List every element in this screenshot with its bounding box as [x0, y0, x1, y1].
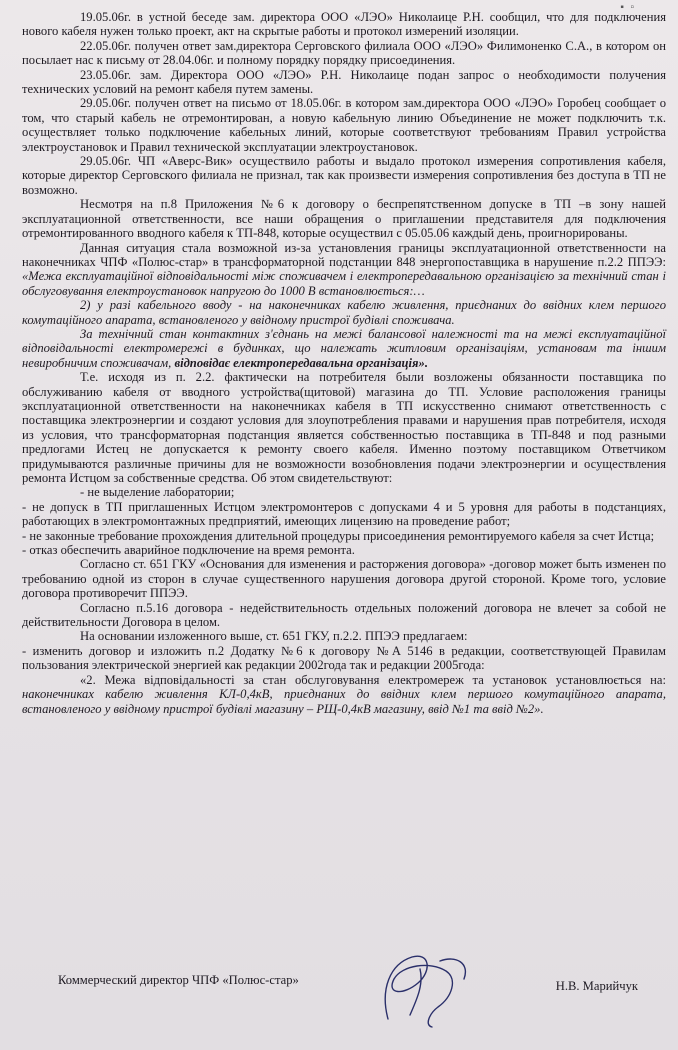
list-item: - не допуск в ТП приглашенных Истцом электромонтеров с допусками 4 и 5 уровня для работы в подстанциях, работающих в электромонтажных предприятий, имеющих лицензию на проведение работ;	[22, 499, 666, 529]
paragraph: Несмотря на п.8 Приложения №6 к договору о беспрепятственном допуске в ТП –в зону нашей эксплуатационной ответственности, все наши обращения о приглашении представителя для подключения отремонтированного вводного кабеля к ТП-848, которые осуществил с 05.05.06 каждый день, проигнорированы.	[22, 197, 666, 241]
paragraph: 29.05.06г. ЧП «Аверс-Вик» осуществило работы и выдало протокол измерения сопротивления кабеля, которые директор Серговского филиала не признал, так как произвести измерения сопротивления без доступа в ТП не возможно.	[22, 154, 666, 197]
quote-bold-italic: відповідає електропередавальна організація».	[174, 355, 428, 370]
quote-italic: За технічний стан контактних з'єднань на межі балансової належності та на межі експлуатаційної відповідальності електромережі в будинках, що належать житловим організаціям, установам та іншим невиробничим споживачам,	[22, 326, 666, 370]
signatory-title: Коммерческий директор ЧПФ «Полюс-стар»	[58, 973, 299, 987]
quote-lead: «2. Межа відповідальності за стан обслуговування електромереж та установок установлюється на:	[80, 672, 666, 687]
signature-block	[58, 965, 638, 1005]
paragraph: На основании изложенного выше, ст. 651 ГКУ, п.2.2. ППЭЭ предлагаем:	[80, 629, 468, 644]
paragraph-italic	[22, 327, 666, 370]
handwritten-signature	[360, 949, 480, 1029]
list-item: - изменить договор и изложить п.2 Додатку №6 к договору №А 5146 в редакции, соответствующей Правилам пользования электрической энергией как редакции 2002года так и редакции 2005года:	[22, 643, 666, 673]
signatory-name: Н.В. Марийчук	[555, 979, 638, 993]
paragraph	[22, 241, 666, 299]
paragraph: 23.05.06г. зам. Директора ООО «ЛЭО» Р.Н. Николаице подан запрос о необходимости получения технических условий на ремонт кабеля путем замены.	[22, 67, 666, 97]
list-item: - не законные требование прохождения длительной процедуры присоединения ремонтируемого кабеля за счет Истца;	[22, 528, 655, 543]
paragraph: Согласно ст. 651 ГКУ «Основания для изменения и расторжения договора» -договор может быть изменен по требованию одной из сторон в случае существенного нарушения договора другой стороной. Кроме того, условие договора противоречит ППЭЭ.	[22, 557, 666, 601]
paragraph	[22, 673, 666, 716]
paragraph: 29.05.06г. получен ответ на письмо от 18.05.06г. в котором зам.директора ООО «ЛЭО» Горобец сообщает о том, что старый кабель не отремонтирован, а новую кабельную линию Объединение не может подключить т.к. осуществляет только подключение кабельных линий, которые соответствуют требованиям Правил устройства электроустановок и Правил технической эксплуатации электроустановок.	[22, 96, 666, 154]
paragraph: 22.05.06г. получен ответ зам.директора Серговского филиала ООО «ЛЭО» Филимоненко С.А., в котором он посылает нас к письму от 28.04.06г. и полному порядку порядку присоединения.	[22, 38, 666, 68]
paragraph: 19.05.06г. в устной беседе зам. директора ООО «ЛЭО» Николаице Р.Н. сообщил, что для подключения нового кабеля нужен только проект, акт на скрытые работы и протокол измерений изоляции.	[22, 10, 666, 39]
list-item: - не выделение лаборатории;	[80, 485, 235, 500]
letter-body	[22, 10, 666, 716]
paragraph: Т.е. исходя из п. 2.2. фактически на потребителя были возложены обязанности поставщика по обслуживанию кабеля от вводного устройства(щитовой) магазина до ТП. Условие расположения границы эксплуатационной ответственности на наконечниках кабеля в ТП искусственно снимают ответственность с поставщика электроэнергии и создают условия для злоупотребления правами и нарушения прав потребителя, исходя из условия, что трансформаторная подстанция является собственностью поставщика в ТП-848 и под разными предлогами Истец не допускается к ремонту своего кабеля. Именно поэтому поставщиком Ответчиком придумываются различные причины для не возможности возобновления подачи электроэнергии и осуществления ремонта Истцом за собственные средства. Об этом свидетельствуют:	[22, 370, 666, 485]
quote-italic: наконечниках кабелю живлення КЛ-0,4кВ, приєднаних до ввідних клем першого комутаційного апарата, встановленого у ввідному пристрої будівлі магазину – РЩ-0,4кВ магазину, ввід №1 та ввід №2».	[22, 687, 666, 716]
paragraph-text: Данная ситуация стала возможной из-за установления границы эксплуатационной ответственности на наконечниках ЧПФ «Полюс-стар» в трансформаторной подстанции 848 энергопоставщика в нарушение п.2.2 ППЭЭ:	[22, 240, 666, 269]
paragraph: Согласно п.5.16 договора - недействительность отдельных положений договора не влечет за собой не действительности Договора в целом.	[22, 600, 666, 630]
quote-italic: «Межа експлуатаційної відповідальності між споживачем і електропередавальною організацією за технічний стан і обслуговування електроустановок напругою до 1000 В встановлюється:…	[22, 269, 666, 298]
list-item: - отказ обеспечить аварийное подключение на время ремонта.	[22, 543, 355, 558]
paragraph-italic: 2) у разі кабельного вводу - на наконечниках кабелю живлення, приєднаних до ввідних клем першого комутаційного апарата, встановленого у ввідному пристрої будівлі споживача.	[22, 298, 666, 327]
scan-mark: ▪ ▫	[620, 2, 636, 13]
